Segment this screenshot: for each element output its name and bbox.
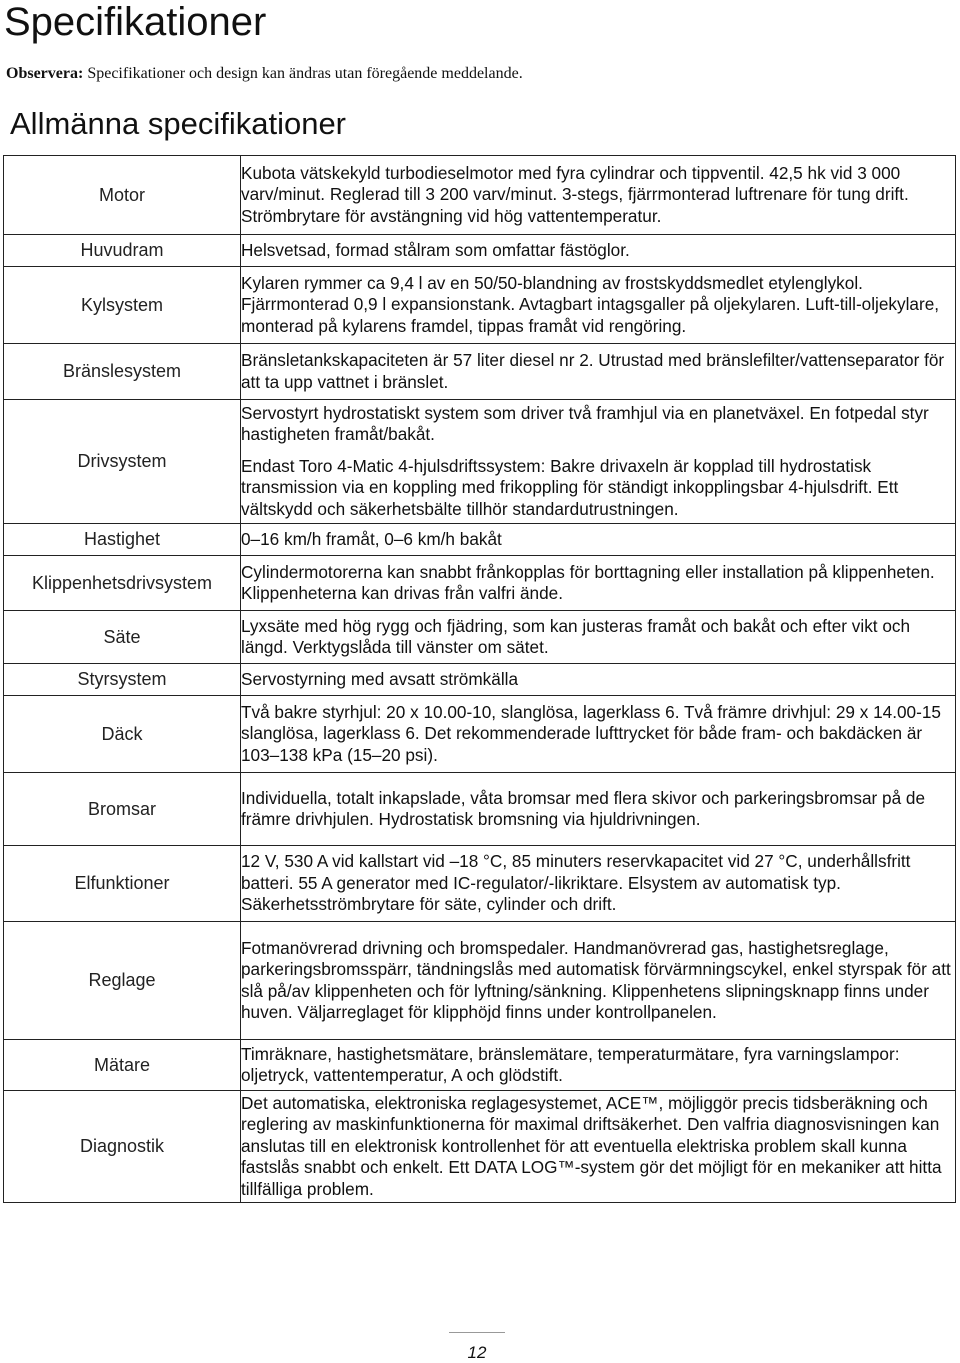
spec-row-diagnostik — [4, 1091, 956, 1203]
spec-value: Två bakre styrhjul: 20 x 10.00-10, slanglösa, lagerklass 6. Två främre drivhjul: 29 x 14.00-15 slanglösa, lagerklass 6. Det rekommenderade lufttrycket för både fram- och bakdäcken är 103–138 kPa (15–20 psi). — [241, 696, 956, 773]
spec-row-hastighet — [4, 524, 956, 556]
spec-label: Hastighet — [4, 524, 241, 556]
spec-label: Klippenhetsdrivsystem — [4, 556, 241, 611]
spec-label: Diagnostik — [4, 1091, 241, 1203]
note-label: Observera: — [6, 65, 84, 82]
page-number: 12 — [449, 1332, 505, 1363]
spec-value: Kubota vätskekyld turbodieselmotor med fyra cylindrar och tippventil. 42,5 hk vid 3 000 varv/minut. Reglerad till 3 200 varv/minut. 3-stegs, fjärrmonterad luftrenare för tung drift. Strömbrytare för avstängning vid hög vattentemperatur. — [241, 156, 956, 235]
spec-value: Timräknare, hastighetsmätare, bränslemätare, temperaturmätare, fyra varningslampor: oljetryck, vattentemperatur, A och glödstift. — [241, 1040, 956, 1091]
spec-row-matare — [4, 1040, 956, 1091]
spec-row-kylsystem — [4, 267, 956, 344]
spec-label: Däck — [4, 696, 241, 773]
spec-row-styrsystem — [4, 664, 956, 696]
spec-row-bransle — [4, 344, 956, 400]
spec-row-bromsar — [4, 773, 956, 846]
spec-value: Servostyrning med avsatt strömkälla — [241, 664, 956, 696]
spec-label: Bromsar — [4, 773, 241, 846]
spec-label: Elfunktioner — [4, 846, 241, 922]
disclaimer-note — [6, 64, 523, 84]
note-text: Specifikationer och design kan ändras utan föregående meddelande. — [83, 65, 523, 82]
spec-value: Det automatiska, elektroniska reglagesystemet, ACE™, möjliggör precis tidsberäkning och reglering av maskinfunktionerna för maximal driftsäkerhet. Den valfria diagnosvisningen kan anslutas till en elektronisk kontrollenhet för att eventuella elektriska problem skall kunna fastslås snabbt och enkelt. Ett DATA LOG™-system gör det möjligt för en mekaniker att hitta tillfälliga problem. — [241, 1091, 956, 1203]
spec-value: Cylindermotorerna kan snabbt frånkopplas för borttagning eller installation på klippenheten. Klippenheterna kan drivas från valfri ände. — [241, 556, 956, 611]
spec-value: Fotmanövrerad drivning och bromspedaler. Handmanövrerad gas, hastighetsreglage, parkeringsbromsspärr, tändningslås med automatisk förvärmningscykel, enkel styrspak för att slå på/av klippenheten och för lyftning/sänkning. Klippenhetens slipningsknapp finns under huven. Väljarreglaget för klipphöjd finns under kontrollpanelen. — [241, 922, 956, 1040]
spec-row-reglage — [4, 922, 956, 1040]
spec-label: Kylsystem — [4, 267, 241, 344]
spec-value: Lyxsäte med hög rygg och fjädring, som kan justeras framåt och bakåt och efter vikt och längd. Verktygslåda till vänster om sätet. — [241, 611, 956, 664]
spec-value: 12 V, 530 A vid kallstart vid –18 °C, 85 minuters reservkapacitet vid 27 °C, underhållsfritt batteri. 55 A generator med IC-regulator/-likriktare. Elsystem av automatisk typ. Säkerhetsströmbrytare för säte, cylinder och drift. — [241, 846, 956, 922]
spec-value — [241, 400, 956, 524]
spec-row-dack — [4, 696, 956, 773]
spec-row-motor — [4, 156, 956, 235]
spec-label: Mätare — [4, 1040, 241, 1091]
spec-value-paragraph: Endast Toro 4-Matic 4-hjulsdriftssystem: Bakre drivaxeln är kopplad till hydrostatisk transmission via en koppling med frikoppling för ständigt inkopplingsbar 4-hjulsdrift. Ett vältskydd och säkerhetsbälte tillhör standardutrustningen. — [241, 455, 899, 519]
page-title: Specifikationer — [4, 0, 267, 44]
spec-label: Huvudram — [4, 235, 241, 267]
spec-value: Kylaren rymmer ca 9,4 l av en 50/50-blandning av frostskyddsmedlet etylenglykol. Fjärrmonterad 0,9 l expansionstank. Avtagbart intagsgaller på oljekylaren. Luft-till-oljekylare, monterad på kylarens framdel, tippas framåt vid rengöring. — [241, 267, 956, 344]
spec-value: Helsvetsad, formad stålram som omfattar fästöglor. — [241, 235, 956, 267]
section-title: Allmänna specifikationer — [10, 106, 347, 141]
spec-value-paragraph: Servostyrt hydrostatiskt system som driver två framhjul via en planetväxel. En fotpedal styr hastigheten framåt/bakåt. — [241, 402, 929, 445]
spec-label: Drivsystem — [4, 400, 241, 524]
spec-row-elfunktioner — [4, 846, 956, 922]
spec-row-huvudram — [4, 235, 956, 267]
spec-label: Reglage — [4, 922, 241, 1040]
spec-value: Bränsletankskapaciteten är 57 liter diesel nr 2. Utrustad med bränslefilter/vattenseparator för att ta upp vattnet i bränslet. — [241, 344, 956, 400]
spec-row-sate — [4, 611, 956, 664]
spec-label: Motor — [4, 156, 241, 235]
spec-table — [3, 155, 956, 1203]
spec-label: Bränslesystem — [4, 344, 241, 400]
spec-value: Individuella, totalt inkapslade, våta bromsar med flera skivor och parkeringsbromsar på de främre drivhjulen. Hydrostatisk bromsning via hjuldrivningen. — [241, 773, 956, 846]
spec-row-klippenhet — [4, 556, 956, 611]
spec-label: Säte — [4, 611, 241, 664]
spec-label: Styrsystem — [4, 664, 241, 696]
spec-row-drivsystem — [4, 400, 956, 524]
spec-value: 0–16 km/h framåt, 0–6 km/h bakåt — [241, 524, 956, 556]
